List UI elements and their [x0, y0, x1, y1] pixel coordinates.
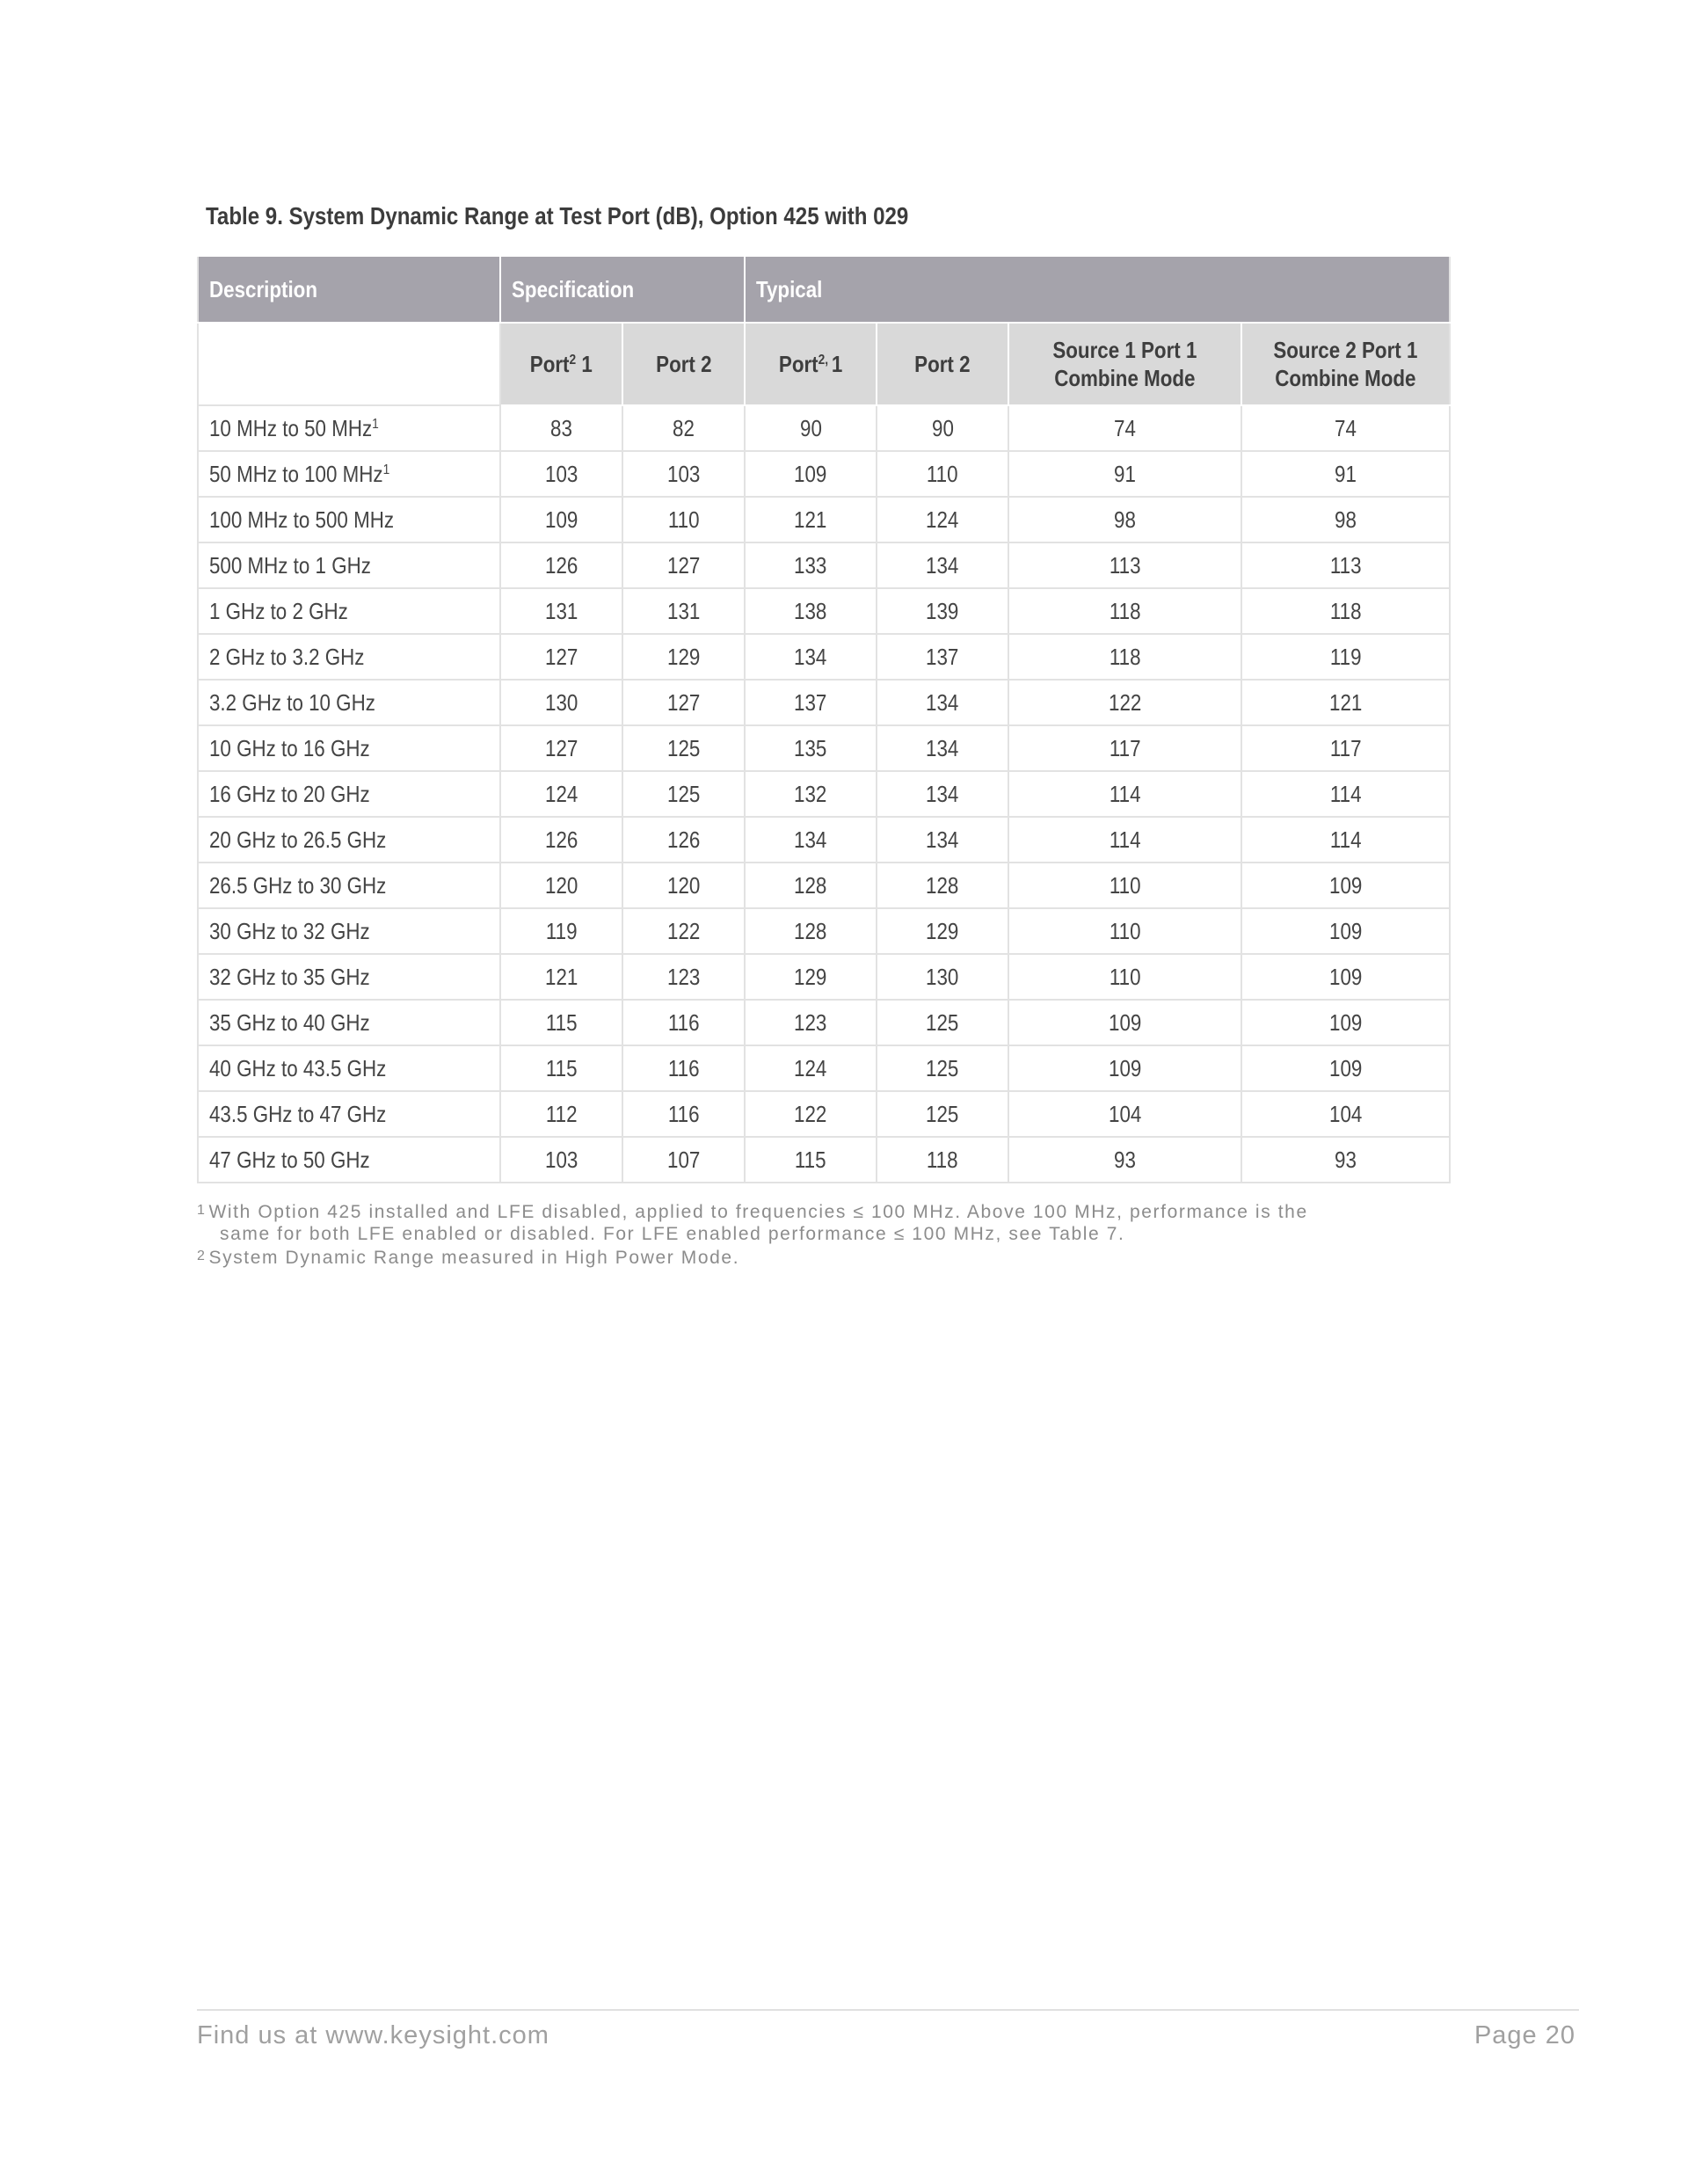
frequency-range-cell: 1 GHz to 2 GHz [198, 588, 500, 634]
value-cell: 139 [877, 588, 1008, 634]
value-cell: 104 [1241, 1091, 1450, 1137]
footer-divider [197, 2009, 1579, 2011]
typical-header: Typical [745, 257, 1450, 323]
value-cell: 126 [622, 817, 745, 863]
value-cell: 135 [745, 725, 877, 771]
value-cell: 127 [622, 680, 745, 725]
table-title: Table 9. System Dynamic Range at Test Port (dB), Option 425 with 029 [206, 202, 909, 229]
value-cell: 130 [500, 680, 622, 725]
value-cell: 117 [1008, 725, 1241, 771]
table-row [198, 1045, 1450, 1091]
value-cell: 109 [1241, 908, 1450, 954]
value-cell: 115 [500, 1045, 622, 1091]
value-cell: 124 [745, 1045, 877, 1091]
value-cell: 113 [1008, 542, 1241, 588]
footer-website: Find us at www.keysight.com [197, 2021, 549, 2049]
value-cell: 128 [745, 863, 877, 908]
value-cell: 125 [622, 771, 745, 817]
value-cell: 124 [877, 497, 1008, 542]
value-cell: 125 [877, 1045, 1008, 1091]
description-header: Description [198, 257, 500, 323]
table-row [198, 680, 1450, 725]
value-cell: 118 [877, 1137, 1008, 1183]
value-cell: 103 [622, 451, 745, 497]
table-row [198, 863, 1450, 908]
table-row [198, 542, 1450, 588]
value-cell: 128 [877, 863, 1008, 908]
value-cell: 98 [1241, 497, 1450, 542]
table-row [198, 771, 1450, 817]
value-cell: 125 [877, 1000, 1008, 1045]
frequency-range-cell: 50 MHz to 100 MHz$^1$ [198, 451, 500, 497]
table-row [198, 908, 1450, 954]
table-row [198, 817, 1450, 863]
value-cell: 118 [1008, 588, 1241, 634]
value-cell: 132 [745, 771, 877, 817]
value-cell: 82 [622, 405, 745, 451]
footnote-1: 1 With Option 425 installed and LFE disabled, applied to frequencies ≤ 100 MHz. Above 100 MHz, performance is the [197, 1202, 1308, 1222]
value-cell: 103 [500, 1137, 622, 1183]
frequency-range-cell: 20 GHz to 26.5 GHz [198, 817, 500, 863]
value-cell: 93 [1008, 1137, 1241, 1183]
value-cell: 134 [877, 771, 1008, 817]
value-cell: 118 [1241, 588, 1450, 634]
sub-header-row [198, 323, 1450, 405]
typ-port1-header: Port$^{2,}$ 1 [745, 323, 877, 405]
frequency-range-cell: 30 GHz to 32 GHz [198, 908, 500, 954]
frequency-range-cell: 32 GHz to 35 GHz [198, 954, 500, 1000]
source2-combine-header: Source 2 Port 1 Combine Mode [1241, 323, 1450, 405]
value-cell: 114 [1008, 771, 1241, 817]
value-cell: 103 [500, 451, 622, 497]
value-cell: 113 [1241, 542, 1450, 588]
value-cell: 127 [622, 542, 745, 588]
group-header-row [198, 257, 1450, 323]
frequency-range-cell: 3.2 GHz to 10 GHz [198, 680, 500, 725]
dynamic-range-table [197, 257, 1451, 1183]
value-cell: 116 [622, 1045, 745, 1091]
footnote-2-marker: 2 [569, 353, 577, 368]
value-cell: 134 [877, 725, 1008, 771]
value-cell: 129 [745, 954, 877, 1000]
table-row [198, 1000, 1450, 1045]
value-cell: 118 [1008, 634, 1241, 680]
table-row [198, 1091, 1450, 1137]
frequency-range-cell: 500 MHz to 1 GHz [198, 542, 500, 588]
value-cell: 91 [1241, 451, 1450, 497]
value-cell: 110 [622, 497, 745, 542]
value-cell: 129 [877, 908, 1008, 954]
value-cell: 109 [1241, 1000, 1450, 1045]
value-cell: 116 [622, 1000, 745, 1045]
value-cell: 117 [1241, 725, 1450, 771]
value-cell: 109 [1241, 863, 1450, 908]
frequency-range-cell: 100 MHz to 500 MHz [198, 497, 500, 542]
value-cell: 110 [1008, 908, 1241, 954]
value-cell: 122 [1008, 680, 1241, 725]
value-cell: 131 [500, 588, 622, 634]
value-cell: 93 [1241, 1137, 1450, 1183]
value-cell: 125 [877, 1091, 1008, 1137]
table-row [198, 405, 1450, 451]
value-cell: 109 [1008, 1000, 1241, 1045]
value-cell: 128 [745, 908, 877, 954]
value-cell: 134 [745, 634, 877, 680]
table-row [198, 497, 1450, 542]
value-cell: 98 [1008, 497, 1241, 542]
frequency-range-cell: 26.5 GHz to 30 GHz [198, 863, 500, 908]
value-cell: 121 [1241, 680, 1450, 725]
value-cell: 110 [877, 451, 1008, 497]
value-cell: 83 [500, 405, 622, 451]
value-cell: 137 [877, 634, 1008, 680]
value-cell: 121 [745, 497, 877, 542]
footnote-1-marker: 1 [372, 416, 379, 432]
value-cell: 134 [745, 817, 877, 863]
value-cell: 120 [622, 863, 745, 908]
value-cell: 110 [1008, 954, 1241, 1000]
value-cell: 122 [745, 1091, 877, 1137]
value-cell: 74 [1241, 405, 1450, 451]
value-cell: 90 [877, 405, 1008, 451]
value-cell: 115 [500, 1000, 622, 1045]
footnote-1-marker: 1 [382, 462, 390, 477]
footnote-1-continued: same for both LFE enabled or disabled. For LFE enabled performance ≤ 100 MHz, see Table 7. [220, 1224, 1125, 1244]
value-cell: 90 [745, 405, 877, 451]
value-cell: 134 [877, 817, 1008, 863]
table-row [198, 634, 1450, 680]
frequency-range-cell: 16 GHz to 20 GHz [198, 771, 500, 817]
value-cell: 119 [1241, 634, 1450, 680]
spec-port2-header: Port 2 [622, 323, 745, 405]
value-cell: 123 [622, 954, 745, 1000]
table-row [198, 588, 1450, 634]
table-row [198, 1137, 1450, 1183]
value-cell: 123 [745, 1000, 877, 1045]
typ-port2-header: Port 2 [877, 323, 1008, 405]
frequency-range-cell: 40 GHz to 43.5 GHz [198, 1045, 500, 1091]
value-cell: 134 [877, 680, 1008, 725]
source1-combine-header: Source 1 Port 1 Combine Mode [1008, 323, 1241, 405]
table-row [198, 954, 1450, 1000]
value-cell: 114 [1241, 771, 1450, 817]
value-cell: 125 [622, 725, 745, 771]
value-cell: 124 [500, 771, 622, 817]
value-cell: 107 [622, 1137, 745, 1183]
footnotes [197, 1199, 1308, 1269]
value-cell: 126 [500, 817, 622, 863]
value-cell: 114 [1008, 817, 1241, 863]
value-cell: 109 [745, 451, 877, 497]
value-cell: 115 [745, 1137, 877, 1183]
value-cell: 104 [1008, 1091, 1241, 1137]
table-row [198, 725, 1450, 771]
value-cell: 91 [1008, 451, 1241, 497]
frequency-range-cell: 35 GHz to 40 GHz [198, 1000, 500, 1045]
page-number: Page 20 [1473, 2021, 1575, 2049]
specification-header: Specification [500, 257, 745, 323]
table-row [198, 451, 1450, 497]
value-cell: 133 [745, 542, 877, 588]
value-cell: 126 [500, 542, 622, 588]
value-cell: 114 [1241, 817, 1450, 863]
frequency-range-cell: 2 GHz to 3.2 GHz [198, 634, 500, 680]
footnote-2: 2 System Dynamic Range measured in High Power Mode. [197, 1248, 740, 1268]
value-cell: 109 [1241, 954, 1450, 1000]
value-cell: 119 [500, 908, 622, 954]
frequency-range-cell: 10 MHz to 50 MHz$^1$ [198, 405, 500, 451]
frequency-range-cell: 47 GHz to 50 GHz [198, 1137, 500, 1183]
table-body [198, 405, 1450, 1183]
frequency-range-cell: 10 GHz to 16 GHz [198, 725, 500, 771]
footnote-2-marker: 2, [818, 353, 832, 368]
value-cell: 122 [622, 908, 745, 954]
value-cell: 137 [745, 680, 877, 725]
frequency-range-cell: 43.5 GHz to 47 GHz [198, 1091, 500, 1137]
value-cell: 127 [500, 634, 622, 680]
value-cell: 138 [745, 588, 877, 634]
value-cell: 109 [1008, 1045, 1241, 1091]
value-cell: 120 [500, 863, 622, 908]
value-cell: 131 [622, 588, 745, 634]
value-cell: 110 [1008, 863, 1241, 908]
value-cell: 121 [500, 954, 622, 1000]
value-cell: 129 [622, 634, 745, 680]
value-cell: 109 [500, 497, 622, 542]
value-cell: 74 [1008, 405, 1241, 451]
value-cell: 116 [622, 1091, 745, 1137]
spec-port1-header: Port$^2$ 1 [500, 323, 622, 405]
value-cell: 130 [877, 954, 1008, 1000]
blank-header-cell [198, 323, 500, 405]
value-cell: 134 [877, 542, 1008, 588]
value-cell: 127 [500, 725, 622, 771]
value-cell: 109 [1241, 1045, 1450, 1091]
value-cell: 112 [500, 1091, 622, 1137]
